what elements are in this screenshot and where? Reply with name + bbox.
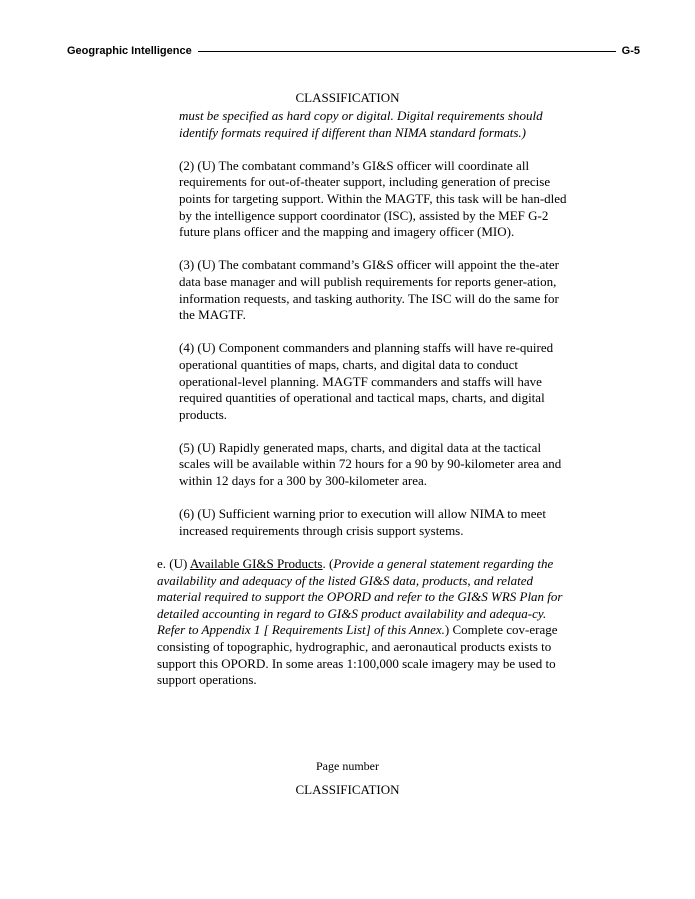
header-page-id: G-5 bbox=[621, 45, 640, 57]
page-number-label: Page number bbox=[316, 759, 379, 773]
paragraph-5: (5) (U) Rapidly generated maps, charts, and digital data at the tactical scales will be available within 72 hours for a 90 by 90-kilometer area and within 12 days for a 300 by 300-kilometer area. bbox=[179, 439, 562, 489]
running-header bbox=[67, 42, 640, 60]
paragraph-e-guidance: Provide a general statement regarding the availability and adequacy of the listed GI&S data, products, and related material required to support the OPORD and refer to the GI&S WRS Plan for detailed accounting in regard to GI&S product availability and adequa-cy. Refer to Appendix 1 [ Requirements List] of this Annex. bbox=[157, 556, 563, 638]
continued-text: must be specified as hard copy or digital. Digital requirements should identify formats required if different than NIMA standard formats.) bbox=[179, 108, 543, 140]
paragraph-6: (6) (U) Sufficient warning prior to execution will allow NIMA to meet increased requirements through crisis support systems. bbox=[179, 506, 546, 538]
paragraph-2: (2) (U) The combatant command’s GI&S officer will coordinate all requirements for out-of-theater support, including generation of precise points for targeting support. Within the MAGTF, this task will be han-dled by the intelligence support coordinator (ISC), assisted by the MEF G-2 future plans officer and the mapping and imagery officer (MIO). bbox=[179, 157, 567, 240]
paragraph-e-dot: . ( bbox=[322, 556, 334, 572]
paragraph-e-heading: Available GI&S Products bbox=[189, 556, 323, 572]
paragraph-3: (3) (U) The combatant command’s GI&S officer will appoint the the-ater data base manager and will publish requirements for reports gener-ation, information requests, and tasking authority. The ISC will do the same for the MAGTF. bbox=[179, 257, 560, 323]
classification-bottom: CLASSIFICATION bbox=[295, 782, 400, 797]
paragraph-e-rest: ) Complete cov-erage consisting of topographic, hydrographic, and aeronautical products exists to support this OPORD. In some areas 1:100,000 scale imagery may be used to support operations. bbox=[157, 622, 558, 688]
classification-top: CLASSIFICATION bbox=[295, 90, 400, 105]
paragraph-e bbox=[157, 556, 573, 689]
header-rule bbox=[198, 51, 616, 52]
header-title: Geographic Intelligence bbox=[67, 45, 192, 57]
continued-paragraph bbox=[179, 108, 573, 141]
paragraph-4: (4) (U) Component commanders and planning staffs will have re-quired operational quantities of maps, charts, and digital data to conduct operational-level planning. MAGTF commanders and staffs will have required quantities of operational and tactical maps, charts, and digital products. bbox=[179, 340, 554, 422]
document-body bbox=[157, 108, 573, 705]
paragraph-e-prefix: e. (U) bbox=[157, 556, 190, 572]
